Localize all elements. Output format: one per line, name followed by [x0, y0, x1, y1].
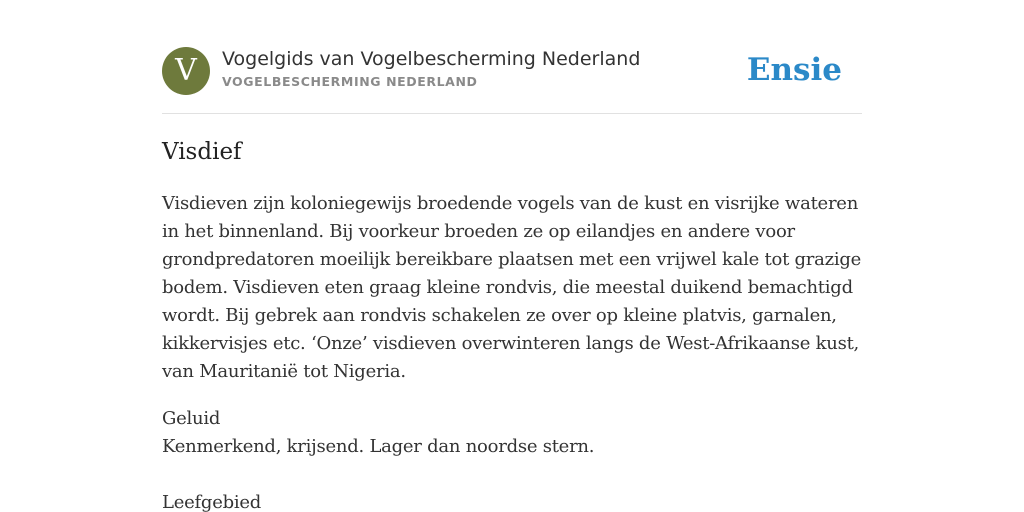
source-avatar[interactable]: V	[162, 47, 210, 95]
entry-header	[162, 47, 862, 95]
source-title-link[interactable]: Vogelgids van Vogelbescherming Nederland	[222, 48, 641, 70]
section-label: Leefgebied	[162, 492, 262, 512]
source-organization[interactable]: VOGELBESCHERMING NEDERLAND	[222, 74, 478, 89]
entry-title: Visdief	[162, 139, 242, 165]
entry-description: Visdieven zijn koloniegewijs broedende vogels van de kust en visrijke wateren in het binnenland. Bij voorkeur broeden ze op eilandjes en andere voor grondpredatoren moeilijk bereikbare plaatsen met een vrijwel kale tot grazige bodem. Visdieven eten graag kleine rondvis, die meestal duikend bemachtigd wordt. Bij gebrek aan rondvis schakelen ze over op kleine platvis, garnalen, kikkervisjes etc. ‘Onze’ visdieven overwinteren langs de West-Afrikaanse kust, van Mauritanië tot Nigeria.	[162, 193, 862, 382]
section-geluid	[162, 405, 864, 461]
header-divider	[162, 113, 862, 114]
section-label: Geluid	[162, 408, 221, 429]
ensie-logo[interactable]: Ensie	[746, 52, 842, 88]
section-value: Kenmerkend, krijsend. Lager dan noordse stern.	[162, 436, 595, 457]
section-leefgebied	[162, 489, 864, 512]
